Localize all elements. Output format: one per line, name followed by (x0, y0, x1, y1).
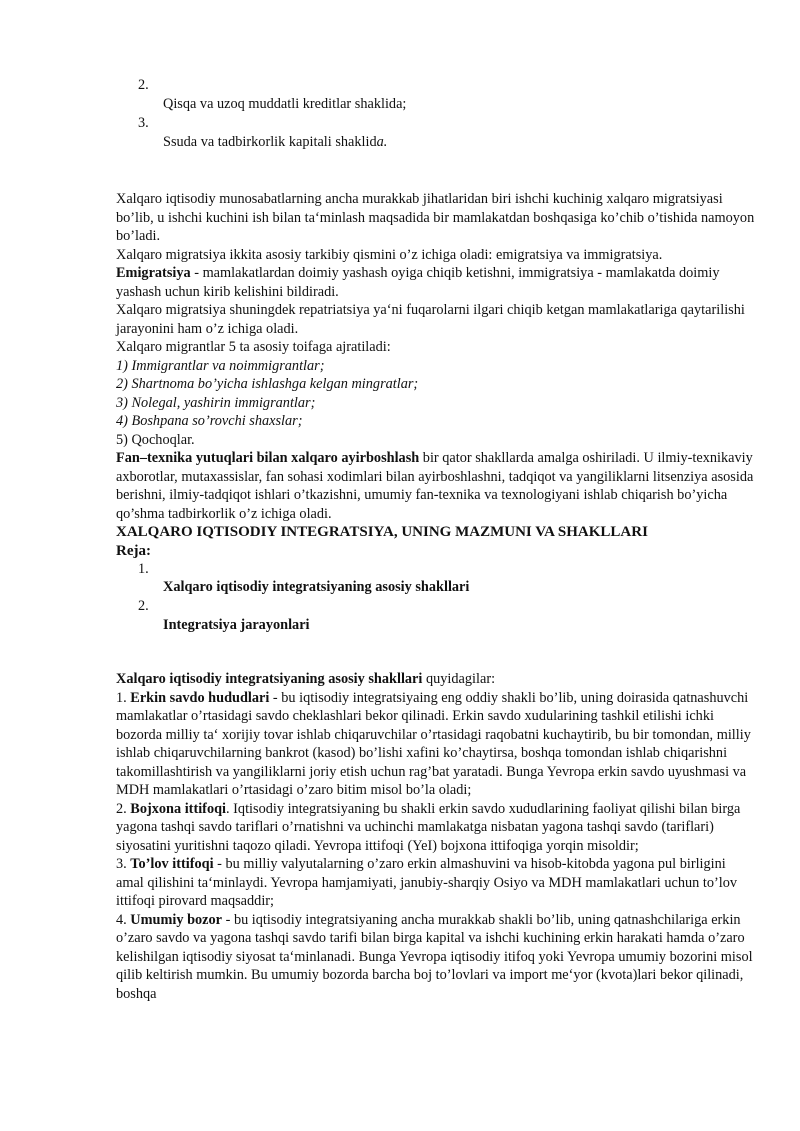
plan-heading: Reja: (116, 542, 151, 559)
paragraph: Fan–texnika yutuqlari bilan xalqaro ayirboshlash bir qator shakllarda amalga oshiriladi. U ilmiy-texnikaviy axborotlar, mutaxassislar, fan sohasi xodimlari bilan ayirboshlashni, tadqiqot va yangiliklarni litsenziya asosida berishni, ilmiy-tadqiqot ishlari o’tkazishni, umumiy fan-texnika va texnologiyani ishlab chiqarish bo’yicha qo’shma tadbirkorlik o’z ichiga oladi. (116, 450, 754, 522)
category-item: 4) Boshpana so’rovchi shaxslar; (116, 413, 303, 429)
list-number: 2. (138, 598, 149, 614)
list-item: Qisqa va uzoq muddatli kreditlar shaklida; (163, 96, 407, 112)
paragraph: Xalqaro iqtisodiy integratsiyaning asosiy shakllari quyidagilar: (116, 671, 496, 687)
term-tolov: To’lov ittifoqi (130, 856, 214, 872)
list-item: Ssuda va tadbirkorlik kapitali shaklida. (163, 134, 388, 150)
paragraph: Xalqaro migratsiya ikkita asosiy tarkibiy qismini o’z ichiga oladi: emigratsiya va immigratsiya. (116, 246, 663, 263)
migration-section (116, 190, 756, 560)
term-erkin-savdo: Erkin savdo hududlari (130, 689, 270, 706)
form-item: 4. Umumiy bozor - bu iqtisodiy integratsiyaning ancha murakkab shakli bo’lib, uning qatnashchilariga erkin o’zaro savdo va yagona tashqi savdo tarifi bilan birga kapital va ishchi kuchining erkin harakati hamda o’zaro kelishilgan iqtisodiy siyosat ta‘minlanadi. Bunga Yevropa iqtisodiy itifoq yoki Yevropa umumiy bozorini misol qilib keltirish mumkin. Bu umumiy bozorda barcha boj to’lovlari va import me‘yor (kvota)lari bekor qilinadi, boshqa (116, 911, 753, 1002)
list-number: 3. (138, 115, 149, 131)
category-item: 2) Shartnoma bo’yicha ishlashga kelgan mingratlar; (116, 376, 419, 392)
form-item: 2. Bojxona ittifoqi. Iqtisodiy integratsiyaning bu shakli erkin savdo xududlarining faoliyat qilishi bilan birga yagona tashqi savdo tariflari o’rnatishni va uchinchi mamlakatga nisbatan yagona tashqi savdo (tariflari) siyosatini yuritishni taqozo qiladi. Yevropa ittifoqi (YeI) bojxona ittifoqiga yorqin misoldir; (116, 800, 741, 854)
section-heading: XALQARO IQTISODIY INTEGRATSIYA, UNING MAZMUNI VA SHAKLLARI (116, 524, 648, 540)
forms-section (116, 670, 756, 1003)
term-fan-texnika: Fan–texnika yutuqlari bilan xalqaro ayirboshlash (116, 450, 420, 466)
list-number: 2. (138, 77, 149, 93)
category-item: 1) Immigrantlar va noimmigrantlar; (116, 357, 325, 374)
form-item: 3. To’lov ittifoqi - bu milliy valyutalarning o’zaro erkin almashuvini va hisob-kitobda yagona pul birligini amal qilishini ta‘minlaydi. Yevropa hamjamiyati, janubiy-sharqiy Osiyo va MDH mamlakatlari uchun to’lov ittifoqi pirovard maqsaddir; (116, 856, 738, 909)
list-number: 1. (138, 561, 149, 577)
category-item: 5) Qochoqlar. (116, 431, 195, 448)
term-umumiy-bozor: Umumiy bozor (130, 911, 223, 928)
plan-item: Integratsiya jarayonlari (163, 617, 310, 633)
term-emigratsiya: Emigratsiya (116, 265, 191, 281)
form-item: 1. Erkin savdo hududlari - bu iqtisodiy integratsiyaing eng oddiy shakli bo’lib, uning doirasida qatnashuvchi mamlakatlar o’rtasidagi savdo cheklashlari bekor qilinadi. Erkin savdo xudularining tashkil etilishi ichki bozorda milliy ta‘ xorijiy tovar ishlab chiqaruvchilar o’rtasidagi raqobatni kuchaytirib, bu bir tomondan, milliy ishlab chiqaruvchilarning bankrot (kasod) bo’lishi xafini ko’chaytirsa, boshqa tomondan ishlab chiqarishni takomillashtirish va yangiliklarni joriy etish uchun rag’bat yaratadi. Bunga Yevropa erkin savdo uyushmasi va MDH mamlakatlari o’rtasidagi o’zaro bitim misol bo’la oladi; (116, 689, 751, 798)
plan-item: Xalqaro iqtisodiy integratsiyaning asosiy shakllari (163, 579, 470, 595)
paragraph: Xalqaro migrantlar 5 ta asosiy toifaga ajratiladi: (116, 339, 391, 355)
paragraph: Emigratsiya - mamlakatlardan doimiy yashash oyiga chiqib ketishni, immigratsiya - mamlakatda doimiy yashash uchun kirib kelishini bildiradi. (116, 265, 720, 300)
category-item: 3) Nolegal, yashirin immigrantlar; (116, 394, 316, 411)
term-bojxona: Bojxona ittifoqi (130, 800, 227, 817)
paragraph: Xalqaro migratsiya shuningdek repatriatsiya ya‘ni fuqarolarni ilgari chiqib ketgan mamlakatlariga qaytarilishi jarayonini ham o’z ichiga oladi. (116, 302, 745, 337)
paragraph: Xalqaro iqtisodiy munosabatlarning ancha murakkab jihatlaridan biri ishchi kuchinig xalqaro migratsiyasi bo’lib, u ishchi kuchini ish bilan ta‘minlash maqsadida bir mamlakatdan boshqasiga ko’chib o’tishida namoyon bo’ladi. (116, 191, 755, 244)
